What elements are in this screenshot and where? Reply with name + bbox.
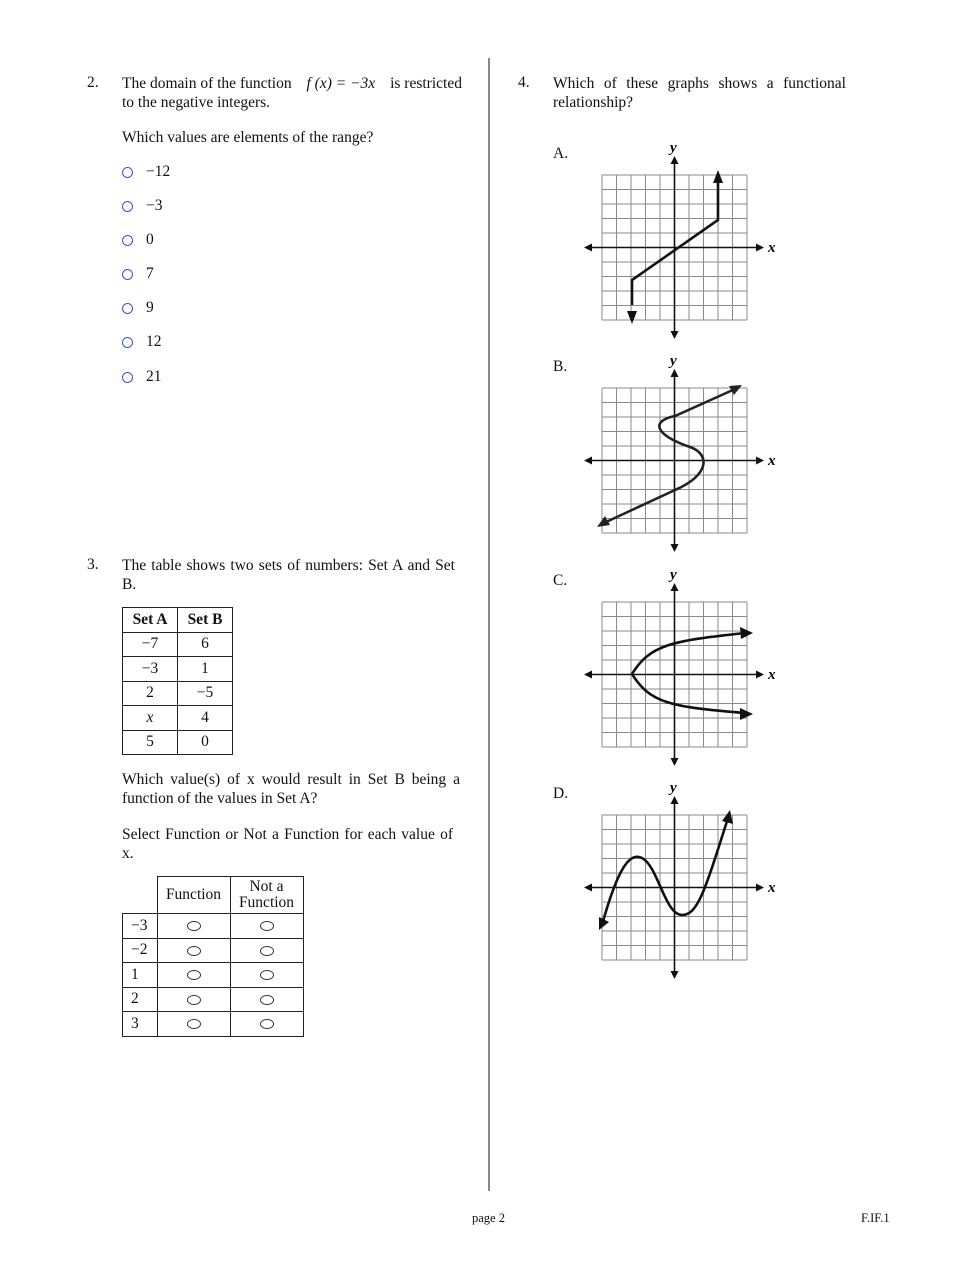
y-axis-label: y bbox=[670, 780, 677, 796]
not-function-header bbox=[230, 877, 303, 914]
axis-arrow-icon bbox=[671, 331, 679, 339]
sets-table bbox=[122, 607, 233, 755]
table-cell: 5 bbox=[123, 730, 178, 755]
table-cell: 0 bbox=[178, 730, 233, 755]
axis-arrow-icon bbox=[756, 884, 764, 892]
header-line: Function bbox=[238, 894, 295, 911]
radio-icon[interactable] bbox=[122, 235, 133, 246]
q2-stem bbox=[122, 74, 462, 112]
x-axis-label: x bbox=[768, 240, 776, 256]
graph-b[interactable] bbox=[580, 353, 780, 553]
page-number: page 2 bbox=[472, 1211, 505, 1225]
axis-arrow-icon bbox=[671, 583, 679, 591]
q3-instruction: Select Function or Not a Function for each value of x. bbox=[122, 826, 453, 862]
option-label-b: B. bbox=[553, 358, 568, 375]
radio-icon[interactable] bbox=[122, 201, 133, 212]
radio-icon[interactable] bbox=[260, 995, 274, 1005]
row-label: 1 bbox=[123, 963, 158, 988]
axis-arrow-icon bbox=[584, 244, 592, 252]
table-row bbox=[123, 914, 304, 939]
q2-option[interactable] bbox=[122, 367, 162, 387]
y-axis-label: y bbox=[670, 353, 677, 369]
choice-table bbox=[122, 876, 304, 1037]
function-header: Function bbox=[157, 877, 230, 914]
table-row bbox=[123, 706, 233, 731]
radio-icon[interactable] bbox=[260, 970, 274, 980]
table-cell: −3 bbox=[123, 657, 178, 682]
table-row bbox=[123, 987, 304, 1012]
table-row bbox=[123, 657, 233, 682]
arrowhead-icon bbox=[713, 170, 723, 183]
radio-icon[interactable] bbox=[122, 167, 133, 178]
axis-arrow-icon bbox=[671, 544, 679, 552]
axis-arrow-icon bbox=[671, 156, 679, 164]
q2-option[interactable] bbox=[122, 196, 163, 216]
q2-prompt: Which values are elements of the range? bbox=[122, 129, 374, 146]
table-cell: x bbox=[123, 706, 178, 731]
option-label-a: A. bbox=[553, 145, 569, 162]
radio-icon[interactable] bbox=[122, 269, 133, 280]
table-row bbox=[123, 632, 233, 657]
q2-number: 2. bbox=[87, 74, 99, 91]
q2-option[interactable] bbox=[122, 162, 170, 182]
q2-option[interactable] bbox=[122, 332, 162, 352]
q2-stem-text-end: is restricted bbox=[390, 75, 462, 92]
q2-function: f (x) = −3x bbox=[306, 75, 376, 92]
axis-arrow-icon bbox=[671, 369, 679, 377]
q4-stem: Which of these graphs shows a functional relationship? bbox=[553, 75, 846, 111]
y-axis-label: y bbox=[670, 567, 677, 583]
axis-arrow-icon bbox=[671, 971, 679, 979]
table-row bbox=[123, 1012, 304, 1037]
blank-cell bbox=[123, 877, 158, 914]
radio-icon[interactable] bbox=[187, 995, 201, 1005]
table-cell: 1 bbox=[178, 657, 233, 682]
radio-icon[interactable] bbox=[187, 1019, 201, 1029]
axis-arrow-icon bbox=[756, 671, 764, 679]
table-row bbox=[123, 938, 304, 963]
radio-icon[interactable] bbox=[187, 970, 201, 980]
arrowhead-icon bbox=[722, 810, 733, 824]
q2-stem-text: The domain of the function bbox=[122, 75, 292, 92]
q2-option[interactable] bbox=[122, 298, 154, 318]
y-axis-label: y bbox=[670, 140, 677, 156]
axis-arrow-icon bbox=[756, 457, 764, 465]
graph-d[interactable] bbox=[580, 780, 780, 980]
graph-d-curve bbox=[602, 818, 728, 925]
row-label: 3 bbox=[123, 1012, 158, 1037]
option-label-c: C. bbox=[553, 572, 568, 589]
table-header: Set B bbox=[178, 608, 233, 633]
q2-stem-line2: to the negative integers. bbox=[122, 94, 271, 111]
axis-arrow-icon bbox=[756, 244, 764, 252]
table-cell: 6 bbox=[178, 632, 233, 657]
radio-icon[interactable] bbox=[122, 337, 133, 348]
x-axis-label: x bbox=[768, 667, 776, 683]
arrowhead-icon bbox=[597, 516, 610, 527]
q2-option-label: 7 bbox=[146, 265, 154, 282]
q2-option-label: 9 bbox=[146, 299, 154, 316]
standard-code: F.IF.1 bbox=[861, 1211, 890, 1225]
q2-option-label: −3 bbox=[146, 197, 163, 214]
graph-c[interactable] bbox=[580, 567, 780, 767]
graph-b-curve bbox=[604, 389, 735, 523]
radio-icon[interactable] bbox=[260, 1019, 274, 1029]
axis-arrow-icon bbox=[671, 796, 679, 804]
axis-arrow-icon bbox=[584, 671, 592, 679]
radio-icon[interactable] bbox=[187, 921, 201, 931]
table-cell: 4 bbox=[178, 706, 233, 731]
q2-option-label: 0 bbox=[146, 231, 154, 248]
x-axis-label: x bbox=[768, 453, 776, 469]
q2-option[interactable] bbox=[122, 264, 154, 284]
table-cell: 2 bbox=[123, 681, 178, 706]
radio-icon[interactable] bbox=[187, 946, 201, 956]
table-header: Set A bbox=[123, 608, 178, 633]
row-label: −3 bbox=[123, 914, 158, 939]
radio-icon[interactable] bbox=[260, 946, 274, 956]
graph-a[interactable] bbox=[580, 140, 780, 340]
row-label: 2 bbox=[123, 987, 158, 1012]
axis-arrow-icon bbox=[584, 457, 592, 465]
table-row bbox=[123, 730, 233, 755]
radio-icon[interactable] bbox=[260, 921, 274, 931]
table-cell: −5 bbox=[178, 681, 233, 706]
q2-option-label: 21 bbox=[146, 368, 162, 385]
table-cell: −7 bbox=[123, 632, 178, 657]
q2-option-label: 12 bbox=[146, 333, 162, 350]
table-row bbox=[123, 963, 304, 988]
radio-icon[interactable] bbox=[122, 372, 133, 383]
arrowhead-icon bbox=[627, 311, 637, 324]
row-label: −2 bbox=[123, 938, 158, 963]
q3-stem: The table shows two sets of numbers: Set A and Set B. bbox=[122, 557, 455, 593]
q3-prompt: Which value(s) of x would result in Set B being a function of the values in Set A? bbox=[122, 771, 460, 807]
axis-arrow-icon bbox=[584, 884, 592, 892]
axis-arrow-icon bbox=[671, 758, 679, 766]
q4-number: 4. bbox=[518, 74, 530, 91]
q2-option[interactable] bbox=[122, 230, 154, 250]
table-row bbox=[123, 681, 233, 706]
column-divider bbox=[488, 58, 490, 1191]
q3-number: 3. bbox=[87, 556, 99, 573]
radio-icon[interactable] bbox=[122, 303, 133, 314]
q2-option-label: −12 bbox=[146, 163, 171, 180]
option-label-d: D. bbox=[553, 785, 569, 802]
header-line: Not a bbox=[249, 878, 284, 895]
x-axis-label: x bbox=[768, 880, 776, 896]
